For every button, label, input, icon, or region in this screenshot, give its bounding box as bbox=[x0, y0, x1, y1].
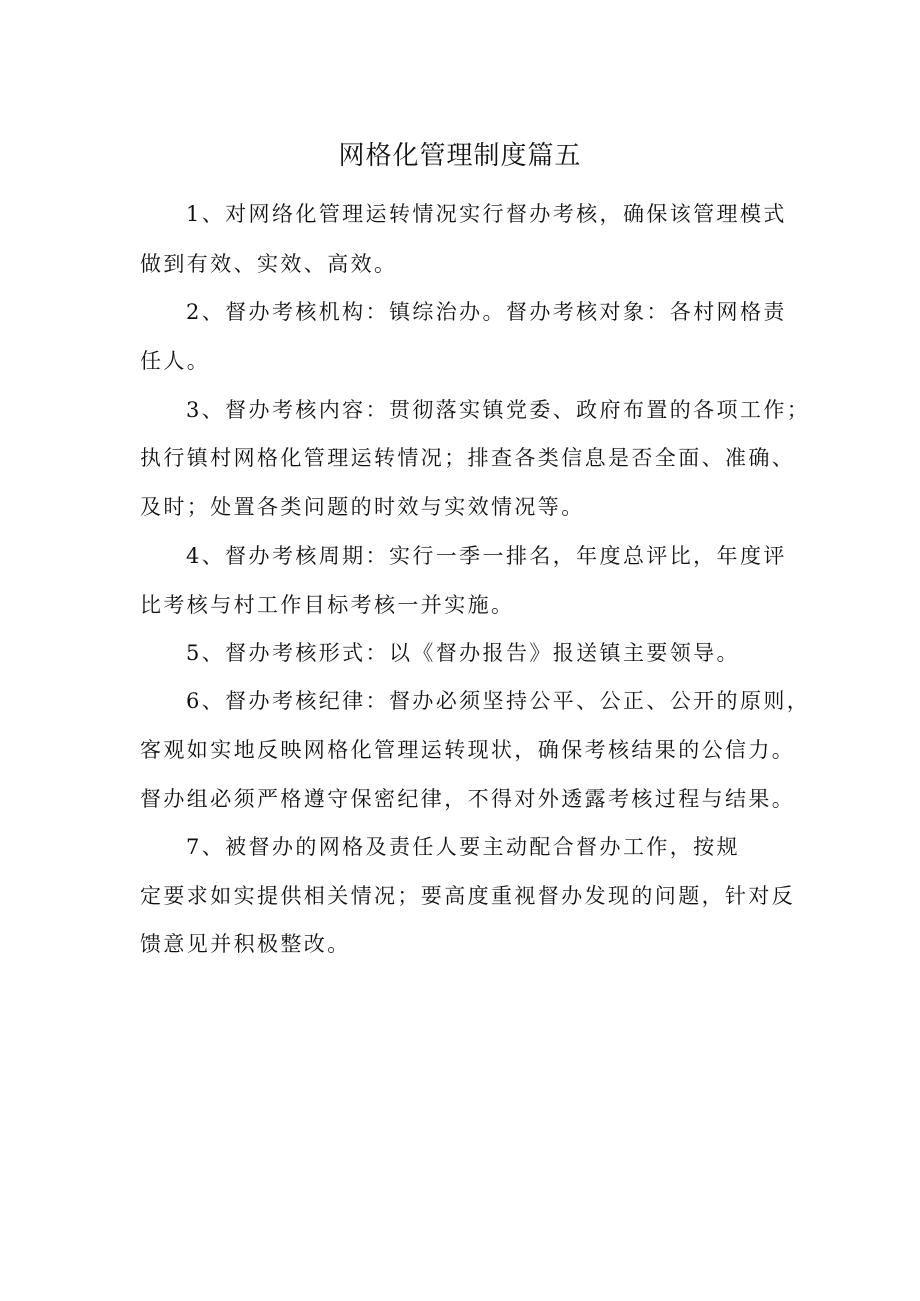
paragraph-6-line-3: 督办组必须严格遵守保密纪律，不得对外透露考核过程与结果。 bbox=[140, 787, 796, 811]
paragraph-2-line-2: 任人。 bbox=[140, 349, 211, 373]
paragraph-1-line-2: 做到有效、实效、高效。 bbox=[140, 252, 398, 276]
paragraph-7-line-3: 馈意见并积极整改。 bbox=[140, 932, 351, 956]
paragraph-1-line-1: 1、对网络化管理运转情况实行督办考核，确保该管理模式 bbox=[186, 202, 787, 226]
paragraph-2-line-1: 2、督办考核机构：镇综治办。督办考核对象：各村网格责 bbox=[186, 300, 787, 324]
paragraph-3-line-2: 执行镇村网格化管理运转情况；排查各类信息是否全面、准确、 bbox=[140, 446, 796, 470]
paragraph-5-line-1: 5、督办考核形式：以《督办报告》报送镇主要领导。 bbox=[186, 641, 740, 665]
paragraph-3-line-3: 及时；处置各类问题的时效与实效情况等。 bbox=[140, 495, 585, 519]
paragraph-6-line-2: 客观如实地反映网格化管理运转现状，确保考核结果的公信力。 bbox=[140, 738, 796, 762]
paragraph-4-line-1: 4、督办考核周期：实行一季一排名，年度总评比，年度评 bbox=[186, 544, 787, 568]
paragraph-7-line-2: 定要求如实提供相关情况；要高度重视督办发现的问题，针对反 bbox=[140, 884, 796, 908]
paragraph-6-line-1: 6、督办考核纪律：督办必须坚持公平、公正、公开的原则， bbox=[186, 689, 811, 713]
paragraph-7-line-1: 7、被督办的网格及责任人要主动配合督办工作，按规 bbox=[186, 835, 740, 859]
document-title: 网格化管理制度篇五 bbox=[338, 141, 582, 171]
paragraph-4-line-2: 比考核与村工作目标考核一并实施。 bbox=[140, 593, 515, 617]
paragraph-3-line-1: 3、督办考核内容：贯彻落实镇党委、政府布置的各项工作； bbox=[186, 398, 811, 422]
